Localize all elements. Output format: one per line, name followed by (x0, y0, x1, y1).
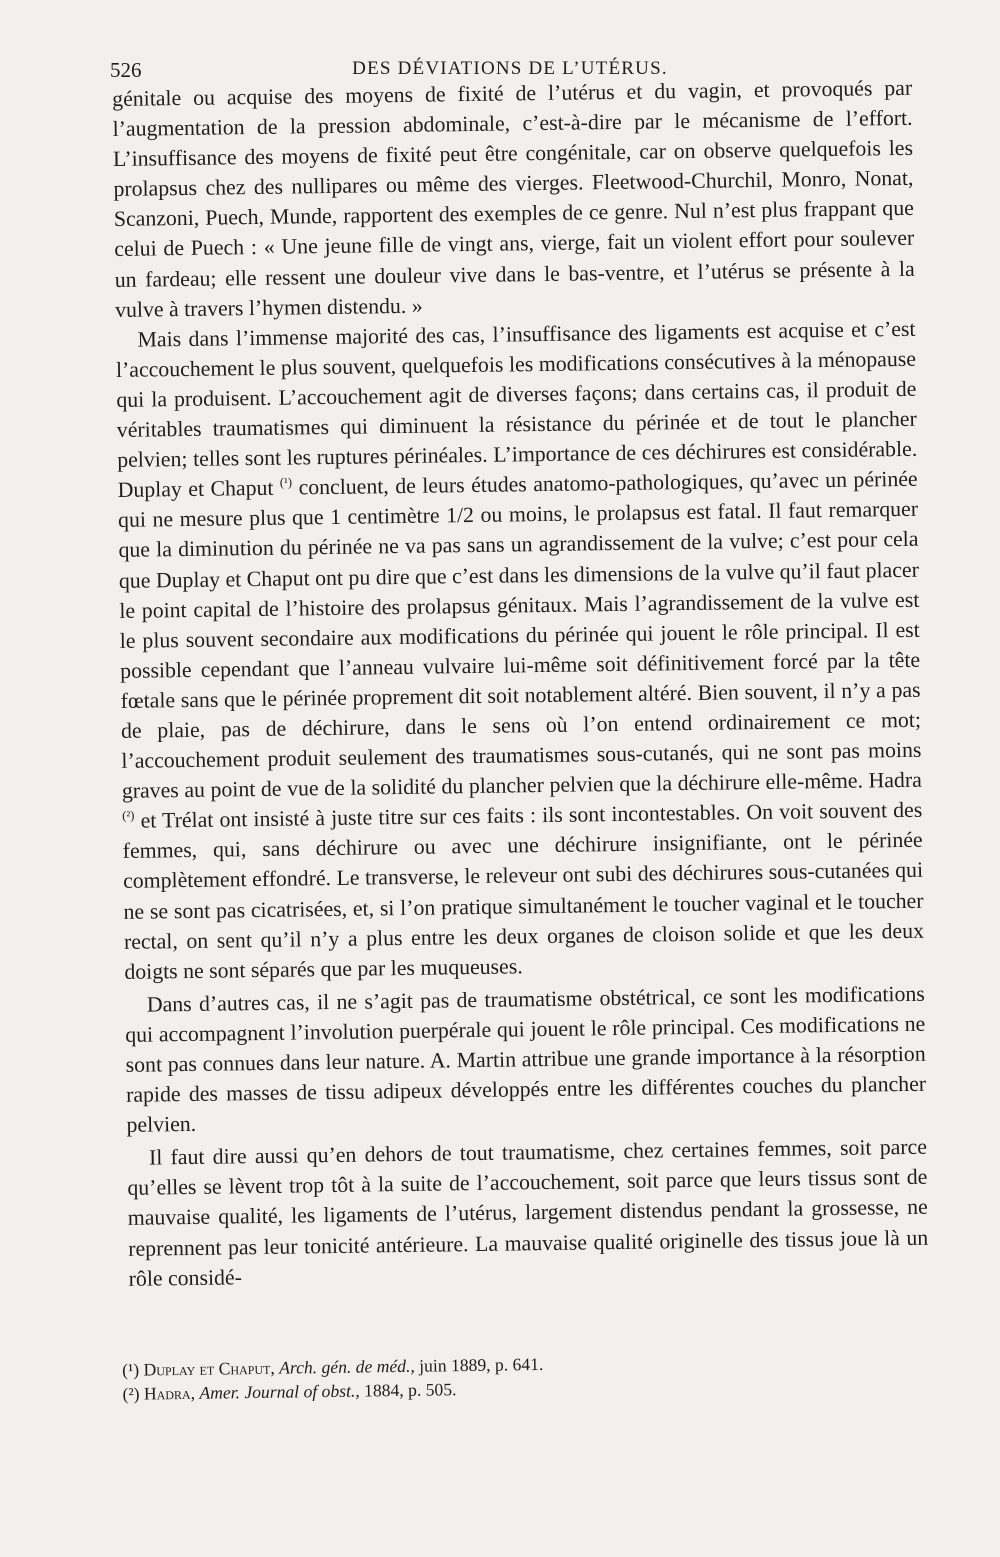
footnote-ref-2: (²) (122, 808, 135, 823)
footnote-details: 1884, p. 505. (363, 1379, 457, 1401)
paragraph-1: génitale ou acquise des moyens de fixité de l’utérus et du vagin, et provoqués par l’augmentation de la pression abdominale, c’est-à-dire par le mécanisme de l’effort. L’insuffisance des moyens de fixité peut être congénitale, car on observe quelquefois les prolapsus chez des nullipares ou même des vierges. Fleetwood-Churchil, Monro, Nonat, Scanzoni, Puech, Munde, rapportent des exemples de ce genre. Nul n’est plus frappant que celui de Puech : « Une jeune fille de vingt ans, vierge, fait un violent effort pour soulever un fardeau; elle ressent une douleur vive dans le bas-ventre, et l’utérus se présente à la vulve à travers l’hymen distendu. » (112, 75, 915, 322)
footnotes (112, 1347, 913, 1406)
footnote-source: Arch. gén. de méd., (279, 1355, 415, 1378)
footnote-marker: (¹) (122, 1359, 140, 1380)
footnote-details: juin 1889, p. 641. (419, 1353, 544, 1376)
paragraph-2 (115, 314, 924, 987)
body-text (112, 73, 929, 1294)
paragraph-2-part-a: Mais dans l’immense majorité des cas, l’insuffisance des ligaments est acquise et c’est l’accouchement le plus souvent, quelquefois les modifications consécutives à la ménopause qui la produisent. L’accouchement agit de diverses façons; dans certains cas, il produit de véritables traumatismes qui diminuent la résistance du périnée et de tout le plancher pelvien; telles sont les ruptures périnéales. L’importance de ces déchirures est considérable. Duplay et Chaput (115, 316, 918, 503)
page-number: 526 (110, 58, 142, 82)
footnote-source: Amer. Journal of obst., (199, 1380, 360, 1403)
paragraph-2-part-c: et Trélat ont insisté à juste titre sur ces faits : ils sont incontestables. On voit souvent des femmes, qui, sans déchirure ou avec une déchirure insignifiante, ont le périnée complètement effondré. Le transverse, le releveur ont subi des déchirures sous-cutanées qui ne se sont pas cicatrisées, et, si l’on pratique simultanément le toucher vaginal et le toucher rectal, on sent qu’il n’y a plus entre les deux organes de cloison solide et que les deux doigts ne sont séparés que par les muqueuses. (122, 798, 925, 984)
footnote-authors: Duplay et Chaput, (143, 1357, 275, 1380)
paragraph-2-part-b: concluent, de leurs études anatomo-pathologiques, qu’avec un périnée qui ne mesure plus que 1 centimètre 1/2 ou moins, le prolapsus est fatal. Il faut remarquer que la diminution du périnée ne va pas sans un agrandissement de la vulve; c’est pour cela que Duplay et Chaput ont pu dire que c’est dans les dimensions de la vulve qu’il faut placer le point capital de l’histoire des prolapsus génitaux. Mais l’agrandissement de la vulve est le plus souvent secondaire aux modifications du périnée qui jouent le rôle principal. Il est possible cependant que l’anneau vulvaire lui-même soit définitivement forcé par la tête fœtale sans que le périnée proprement dit soit notablement altéré. Bien souvent, il n’y a pas de plaie, pas de déchirure, dans le sens où l’on entend ordinairement ce mot; l’accouchement produit seulement des traumatismes sous-cutanés, qui ne sont pas moins graves au point de vue de la solidité du plancher pelvien que la déchirure elle-même. Hadra (117, 467, 922, 804)
running-title: DES DÉVIATIONS DE L’UTÉRUS. (352, 58, 668, 79)
paragraph-3: Dans d’autres cas, il ne s’agit pas de traumatisme obstétrical, ce sont les modifications qui accompagnent l’involution puerpérale qui jouent le rôle principal. Ces modifications ne sont pas connues dans leur nature. A. Martin attribue une grande importance à la résorption rapide des masses de tissu adipeux développés entre les différentes couches du plancher pelvien. (125, 981, 927, 1138)
paragraph-4: Il faut dire aussi qu’en dehors de tout traumatisme, chez certaines femmes, soit parce qu’elles se lèvent trop tôt à la suite de l’accouchement, soit parce que leurs tissus sont de mauvaise qualité, les ligaments de l’utérus, largement distendus pendant la grossesse, ne reprennent pas leur tonicité antérieure. La mauvaise qualité originelle des tissus joue là un rôle considé- (127, 1135, 929, 1291)
footnote-marker: (²) (122, 1383, 140, 1404)
footnote-ref-1: (¹) (279, 475, 293, 490)
footnote-authors: Hadra, (143, 1382, 196, 1404)
